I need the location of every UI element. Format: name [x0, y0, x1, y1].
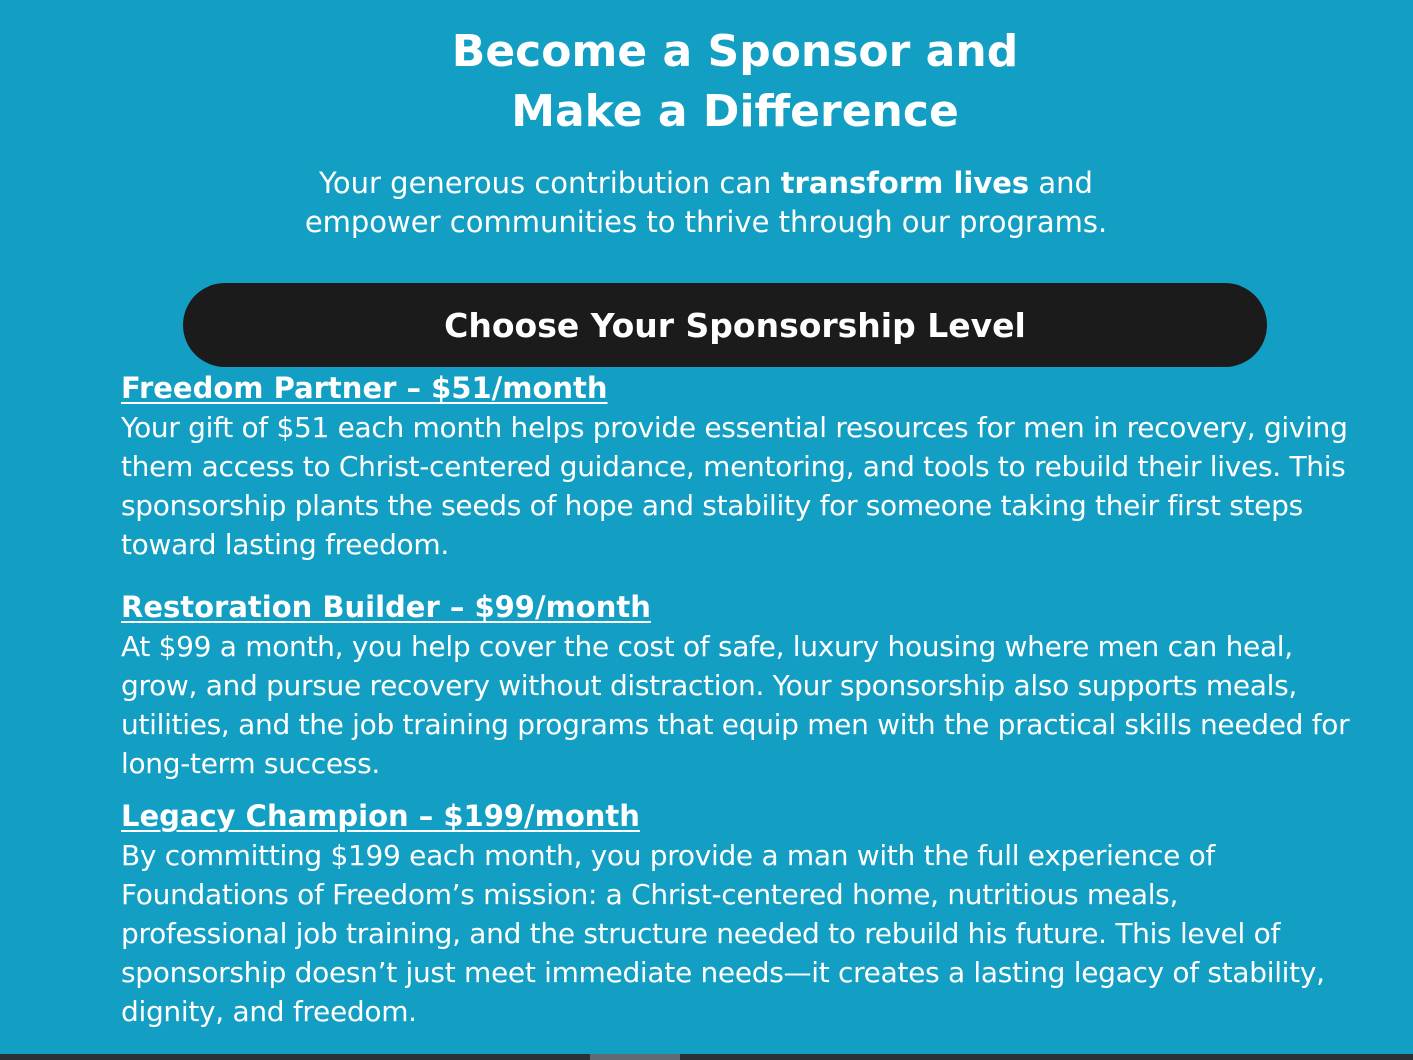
intro-text-end: and empower communities to thrive through our programs.	[304, 166, 1108, 239]
intro-text	[300, 164, 1112, 242]
next-section-image-edge	[0, 1054, 1413, 1060]
logo-fragment	[590, 1054, 680, 1060]
tier-legacy-champion	[121, 797, 1351, 1031]
intro-text-start: Your generous contribution can	[319, 166, 781, 200]
page-title	[0, 22, 1413, 142]
sponsorship-level-banner	[183, 283, 1267, 367]
tier-restoration-builder-link[interactable]: Restoration Builder – $99/month	[121, 590, 651, 624]
sponsorship-level-heading: Choose Your Sponsorship Level	[444, 305, 1026, 345]
intro-text-emphasis: transform lives	[780, 166, 1030, 200]
tier-legacy-champion-description: By committing $199 each month, you provide a man with the full experience of Foundations of Freedom’s mission: a Christ-centered home, nutritious meals, professional job training, and the structure needed to rebuild his future. This level of sponsorship doesn’t just meet immediate needs—it creates a lasting legacy of stability, dignity, and freedom.	[121, 839, 1325, 1028]
tier-restoration-builder	[121, 588, 1351, 783]
tier-freedom-partner-link[interactable]: Freedom Partner – $51/month	[121, 371, 608, 405]
tier-freedom-partner	[121, 369, 1351, 564]
tier-legacy-champion-link[interactable]: Legacy Champion – $199/month	[121, 799, 640, 833]
page-title-line-2: Make a Difference	[511, 86, 959, 137]
tier-restoration-builder-description: At $99 a month, you help cover the cost of safe, luxury housing where men can heal, grow, and pursue recovery without distraction. Your sponsorship also supports meals, utilities, and the job training programs that equip men with the practical skills needed for long-term success.	[121, 630, 1350, 780]
tier-freedom-partner-description: Your gift of $51 each month helps provide essential resources for men in recovery, giving them access to Christ-centered guidance, mentoring, and tools to rebuild their lives. This sponsorship plants the seeds of hope and stability for someone taking their first steps toward lasting freedom.	[121, 411, 1348, 561]
page-title-line-1: Become a Sponsor and	[451, 26, 1019, 77]
